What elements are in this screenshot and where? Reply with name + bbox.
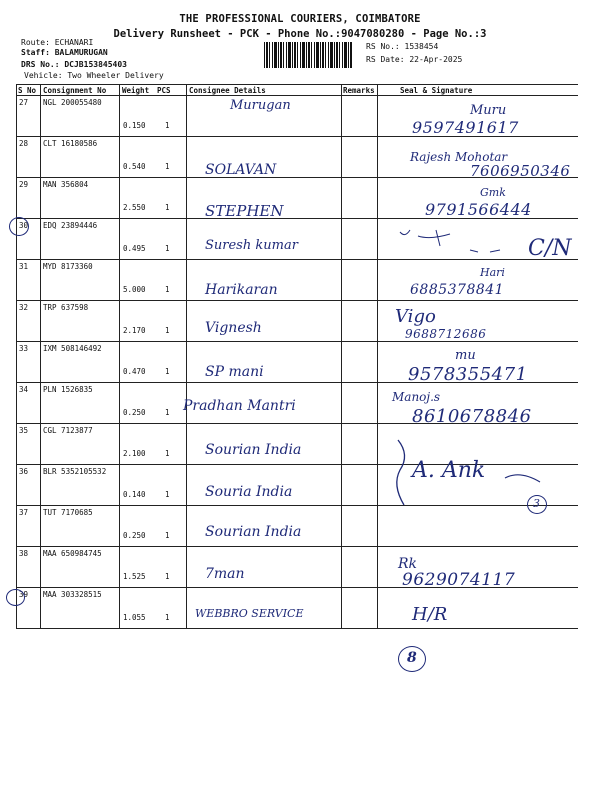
sno-cell: 29: [19, 180, 29, 189]
route-label: Route:: [21, 38, 50, 47]
sno-cell: 27: [19, 98, 29, 107]
consignment-no-cell: TUT 7170685: [43, 508, 93, 517]
receiver-phone: 9791566444: [425, 200, 532, 219]
receiver-phone: 9688712686: [405, 327, 487, 341]
weight-cell: 2.170: [123, 326, 146, 335]
receiver-phone: 9578355471: [408, 364, 528, 385]
consignee-handwritten: STEPHEN: [205, 202, 284, 220]
weight-cell: 5.000: [123, 285, 146, 294]
sno-cell: 34: [19, 385, 29, 394]
seal-signature: Muru: [470, 103, 507, 118]
col-header-weight: Weight: [122, 86, 150, 95]
col-header-sno: S No: [18, 86, 37, 95]
seal-signature: Vigo: [395, 306, 436, 327]
pcs-cell: 1: [165, 285, 170, 294]
staff-label: Staff:: [21, 48, 50, 57]
seal-signature: Rajesh Mohotar: [410, 150, 508, 164]
weight-cell: 0.150: [123, 121, 146, 130]
consignee-handwritten: Suresh kumar: [205, 238, 298, 253]
consignment-no-cell: CGL 7123877: [43, 426, 93, 435]
runsheet-title: Delivery Runsheet - PCK - Phone No.:9047080280 - Page No.:3: [113, 28, 487, 40]
col-header-pcs: PCS: [157, 86, 171, 95]
seal-signature: Gmk: [480, 186, 506, 199]
col-header-consignee: Consignee Details: [189, 86, 266, 95]
pcs-cell: 1: [165, 449, 170, 458]
consignee-handwritten: Pradhan Mantri: [183, 398, 296, 414]
pcs-cell: 1: [165, 121, 170, 130]
consignee-handwritten: Vignesh: [205, 320, 262, 336]
consignment-no-cell: MAN 356804: [43, 180, 89, 189]
pcs-cell: 1: [165, 244, 170, 253]
weight-cell: 1.055: [123, 613, 146, 622]
receiver-phone: 9597491617: [412, 118, 519, 137]
consignee-handwritten: SP mani: [205, 364, 264, 380]
consignment-no-cell: CLT 16180586: [43, 139, 98, 148]
vehicle-label: Vehicle:: [24, 71, 63, 80]
weight-cell: 0.470: [123, 367, 146, 376]
seal-signature: H/R: [412, 604, 448, 625]
weight-cell: 0.540: [123, 162, 146, 171]
pcs-cell: 1: [165, 203, 170, 212]
weight-cell: 1.525: [123, 572, 146, 581]
weight-cell: 0.250: [123, 531, 146, 540]
col-header-consignment: Consignment No: [43, 86, 107, 95]
receiver-phone: 8610678846: [412, 406, 532, 427]
seal-signature: mu: [455, 348, 476, 363]
pcs-cell: 1: [165, 408, 170, 417]
sno-cell: 31: [19, 262, 29, 271]
consignment-no-cell: MYD 8173360: [43, 262, 93, 271]
sno-cell: 28: [19, 139, 29, 148]
drs-label: DRS No.:: [21, 60, 60, 69]
weight-cell: 0.495: [123, 244, 146, 253]
signature-stroke: [400, 230, 450, 238]
pcs-cell: 1: [165, 490, 170, 499]
sno-cell: 35: [19, 426, 29, 435]
consignment-no-cell: BLR 5352105532: [43, 467, 107, 476]
weight-cell: 0.140: [123, 490, 146, 499]
vehicle-value: Two Wheeler Delivery: [67, 71, 164, 80]
sno-cell: 37: [19, 508, 29, 517]
signature-stroke: [436, 230, 500, 252]
rs-no-value: 1538454: [404, 42, 439, 51]
receiver-phone: 9629074117: [402, 570, 516, 590]
weight-cell: 0.250: [123, 408, 146, 417]
col-header-remarks: Remarks: [343, 86, 375, 95]
drs-value: DCJB153845403: [64, 60, 127, 69]
consignee-handwritten: Murugan: [230, 98, 291, 113]
consignee-handwritten: 7man: [205, 566, 245, 582]
sno-cell: 30: [19, 221, 29, 230]
rs-no-label: RS No.:: [366, 42, 400, 51]
circled-three: 3: [533, 497, 540, 510]
consignee-handwritten: Souria India: [205, 484, 293, 500]
weight-cell: 2.550: [123, 203, 146, 212]
pcs-cell: 1: [165, 162, 170, 171]
pcs-cell: 1: [165, 326, 170, 335]
sno-cell: 32: [19, 303, 29, 312]
consignment-no-cell: IXM 508146492: [43, 344, 102, 353]
col-header-seal: Seal & Signature: [400, 86, 473, 95]
seal-signature: A. Ank: [412, 458, 486, 483]
consignment-no-cell: PLN 1526835: [43, 385, 93, 394]
seal-signature: Hari: [480, 266, 505, 279]
consignment-no-cell: TRP 637598: [43, 303, 89, 312]
sno-cell: 36: [19, 467, 29, 476]
pcs-cell: 1: [165, 613, 170, 622]
pcs-cell: 1: [165, 531, 170, 540]
consignee-handwritten: Sourian India: [205, 524, 302, 540]
receiver-phone: 6885378841: [410, 282, 505, 298]
receiver-phone: 7606950346: [470, 162, 571, 180]
sno-cell: 33: [19, 344, 29, 353]
sno-cell: 38: [19, 549, 29, 558]
rs-date-value: 22-Apr-2025: [409, 55, 463, 64]
consignment-no-cell: EDQ 23894446: [43, 221, 98, 230]
consignee-handwritten: Harikaran: [205, 282, 278, 298]
weight-cell: 2.100: [123, 449, 146, 458]
pcs-cell: 1: [165, 572, 170, 581]
consignment-no-cell: MAA 650984745: [43, 549, 102, 558]
signature-stroke: [505, 475, 540, 482]
consignment-no-cell: MAA 303328515: [43, 590, 102, 599]
seal-signature: Rk: [398, 556, 418, 572]
consignee-handwritten: Sourian India: [205, 442, 302, 458]
staff-value: BALAMURUGAN: [54, 48, 108, 57]
sno-cell: 39: [19, 590, 29, 599]
consignee-handwritten: SOLAVAN: [205, 162, 277, 178]
consignment-no-cell: NGL 200055480: [43, 98, 102, 107]
bottom-circled-number: 8: [407, 650, 417, 666]
signature-stroke: [397, 440, 405, 505]
pcs-cell: 1: [165, 367, 170, 376]
seal-signature: Manoj.s: [392, 390, 441, 404]
rs-date-label: RS Date:: [366, 55, 405, 64]
route-value: ECHANARI: [54, 38, 94, 47]
seal-signature: C/N: [528, 236, 572, 261]
consignee-handwritten: WEBBRO SERVICE: [195, 607, 304, 620]
company-title: THE PROFESSIONAL COURIERS, COIMBATORE: [179, 13, 421, 25]
